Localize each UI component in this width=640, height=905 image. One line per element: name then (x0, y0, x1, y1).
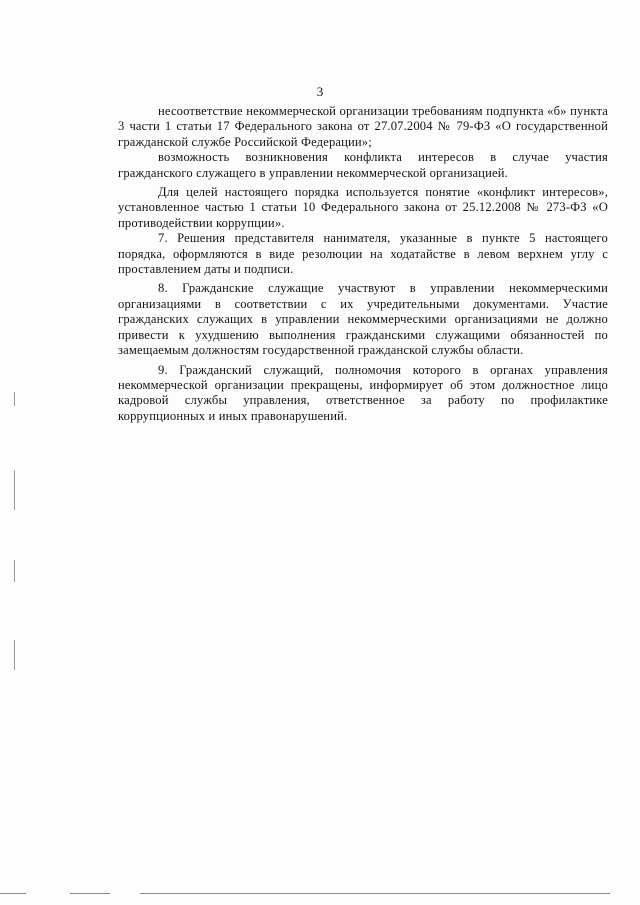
scan-artifact-bottom (0, 893, 26, 894)
scan-artifact-bottom (140, 893, 610, 894)
scan-artifact-left (14, 470, 15, 510)
paragraph-nonconformity: несоответствие некоммерческой организации требованиям подпункта «б» пункта 3 части 1 статьи 17 Федерального закона от 27.07.2004 № 79-ФЗ «О государственной гражданской службе Российской Федерации»; (118, 104, 608, 149)
scan-artifact-left (14, 640, 15, 670)
paragraph-conflict-possibility: возможность возникновения конфликта интересов в случае участия гражданского служащего в управлении некоммерческой организацией. (118, 150, 608, 180)
scan-artifact-bottom (70, 893, 110, 894)
scan-artifact-left (14, 560, 15, 582)
paragraph-item-7: 7. Решения представителя нанимателя, указанные в пункте 5 настоящего порядка, оформляются в виде резолюции на ходатайстве в левом верхнем углу с проставлением даты и подписи. (118, 231, 608, 277)
paragraph-item-8: 8. Гражданские служащие участвуют в управлении некоммерческими организациями в соответствии с их учредительными документами. Участие гражданских служащих в управлении некоммерческими организациями не должно привести к ухудшению выполнения гражданскими служащими обязанностей по замещаемым должностям государственной гражданской службы области. (118, 281, 608, 358)
page-number: 3 (316, 84, 324, 99)
scan-artifact-left (14, 392, 15, 406)
document-body (118, 104, 608, 424)
paragraph-item-9: 9. Гражданский служащий, полномочия которого в органах управления некоммерческой организации прекращены, информирует об этом должностное лицо кадровой службы управления, ответственное за работу по профилактике коррупционных и иных правонарушений. (118, 362, 608, 423)
paragraph-conflict-definition: Для целей настоящего порядка используется понятие «конфликт интересов», установленное частью 1 статьи 10 Федерального закона от 25.12.2008 № 273-ФЗ «О противодействии коррупции». (118, 185, 608, 230)
